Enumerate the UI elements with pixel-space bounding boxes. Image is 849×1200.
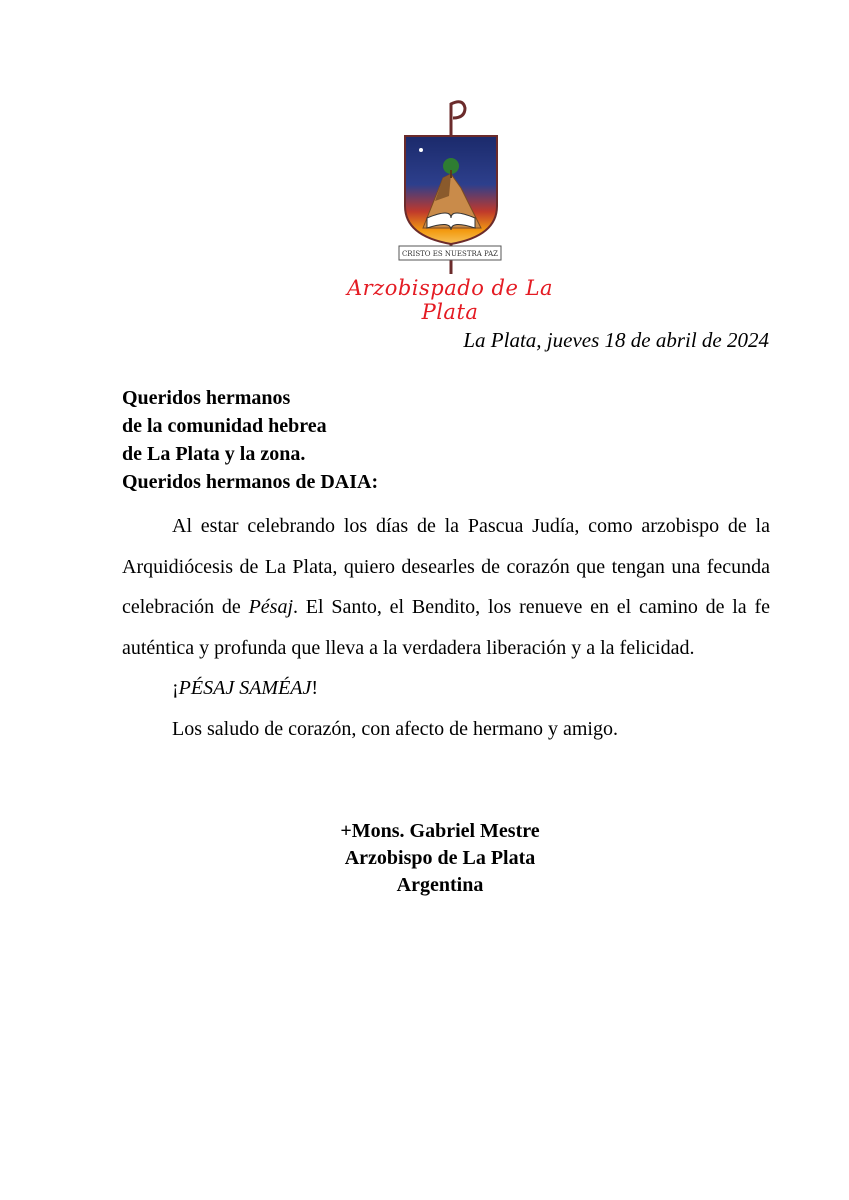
salutation-line: Queridos hermanos de DAIA: — [122, 471, 379, 493]
greeting-close: ! — [311, 677, 319, 699]
letter-date: La Plata, jueves 18 de abril de 2024 — [463, 328, 769, 352]
salutation-line: de La Plata y la zona. — [122, 443, 306, 465]
greeting-open: ¡ — [172, 677, 179, 699]
signature-block — [290, 818, 590, 899]
organization-name: Arzobispado de La Plata — [346, 276, 554, 324]
greeting-italic: PÉSAJ SAMÉAJ — [178, 677, 312, 699]
signature-title: Arzobispo de La Plata — [344, 847, 536, 869]
body-italic-word: Pésaj — [248, 596, 294, 618]
letter-body — [122, 506, 770, 749]
archdiocese-crest-logo — [385, 96, 515, 276]
body-text-span: Al estar celebrando los días de la Pascua Judía, como arzobispo de la Arquidiócesis de La Plata, quiero desearles de corazón que tengan una fecunda celebración de — [122, 515, 770, 618]
svg-text:CRISTO ES NUESTRA PAZ: CRISTO ES NUESTRA PAZ — [401, 250, 499, 258]
body-text-span: . El Santo, el Bendito, los renueve en el camino de la fe auténtica y profunda que lleva a la verdadera liberación y a la felicidad. — [122, 596, 770, 659]
greeting-line — [122, 668, 770, 709]
salutation-line: Queridos hermanos — [122, 387, 291, 409]
signature-country: Argentina — [396, 874, 484, 896]
salutation-line: de la comunidad hebrea — [122, 415, 327, 437]
salutation-block — [122, 384, 722, 496]
body-paragraph — [122, 506, 770, 668]
signature-name: +Mons. Gabriel Mestre — [340, 820, 540, 842]
closing-line: Los saludo de corazón, con afecto de hermano y amigo. — [172, 717, 618, 740]
